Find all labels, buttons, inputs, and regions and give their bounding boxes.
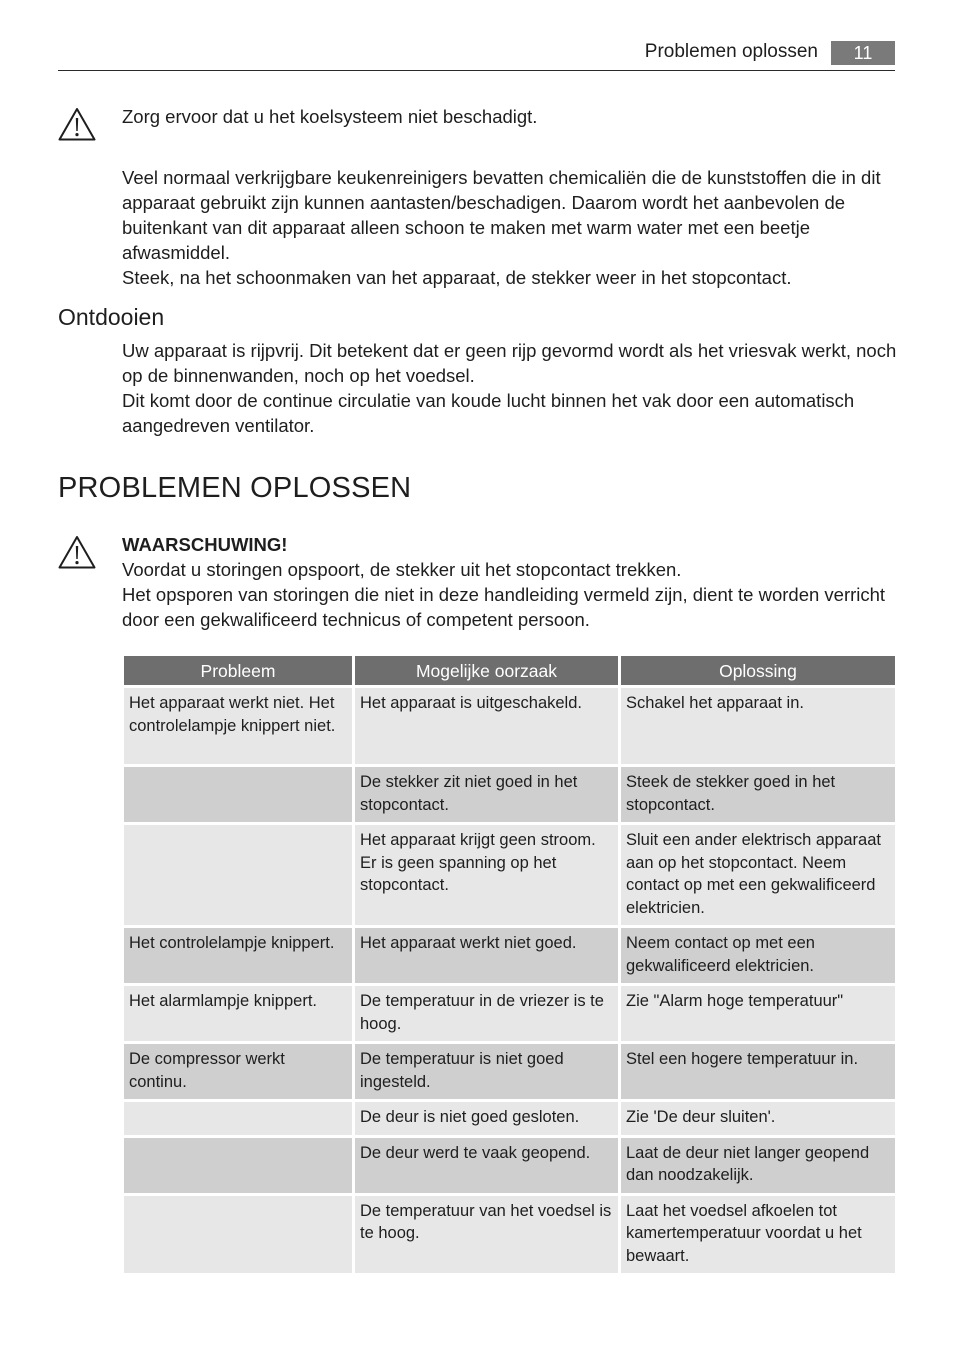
table-row	[124, 688, 895, 764]
page-number: 11	[831, 41, 895, 65]
table-row	[124, 928, 895, 983]
table-row	[124, 1138, 895, 1193]
problem-cell: Het controlelampje knippert.	[124, 928, 352, 983]
table-row	[124, 1196, 895, 1274]
cleaning-section	[122, 165, 897, 290]
table-row	[124, 1102, 895, 1135]
defrost-paragraph-fan: Dit komt door de continue circulatie van koude lucht binnen het vak door een automatisch aangedreven ventilator.	[122, 390, 855, 436]
problem-cell: Het apparaat werkt niet. Het controlelampje knippert niet.	[124, 688, 352, 764]
problem-cell	[124, 767, 352, 822]
table-header-row	[124, 656, 895, 685]
solution-cell: Schakel het apparaat in.	[621, 688, 895, 764]
solution-cell: Neem contact op met een gekwalificeerd elektricien.	[621, 928, 895, 983]
running-header-title: Problemen oplossen	[644, 41, 818, 62]
page-title: PROBLEMEN OPLOSSEN	[58, 472, 412, 504]
problem-cell	[124, 1102, 352, 1135]
warning-text	[122, 104, 897, 129]
problem-cell	[124, 825, 352, 925]
column-header-cause: Mogelijke oorzaak	[355, 656, 618, 685]
solution-cell: Laat de deur niet langer geopend dan noodzakelijk.	[621, 1138, 895, 1193]
cause-cell: Het apparaat krijgt geen stroom. Er is geen spanning op het stopcontact.	[355, 825, 618, 925]
cause-cell: De stekker zit niet goed in het stopcontact.	[355, 767, 618, 822]
cleaning-paragraph: Veel normaal verkrijgbare keukenreinigers bevatten chemicaliën die de kunststoffen die in dit apparaat gebruikt zijn kunnen aantasten/beschadigen. Daarom wordt het aanbevolen de buitenkant van dit apparaat alleen schoon te maken met warm water met een beetje afwasmiddel.	[122, 167, 881, 263]
warning-block	[122, 532, 897, 632]
cause-cell: De temperatuur is niet goed ingesteld.	[355, 1044, 618, 1099]
warning-technician-text: Het opsporen van storingen die niet in deze handleiding vermeld zijn, dient te worden verricht door een gekwalificeerd technicus of competent persoon.	[122, 584, 886, 630]
table-row	[124, 1044, 895, 1099]
cause-cell: De deur is niet goed gesloten.	[355, 1102, 618, 1135]
column-header-problem: Probleem	[124, 656, 352, 685]
cause-cell: Het apparaat is uitgeschakeld.	[355, 688, 618, 764]
cause-cell: Het apparaat werkt niet goed.	[355, 928, 618, 983]
table-row	[124, 825, 895, 925]
solution-cell: Stel een hogere temperatuur in.	[621, 1044, 895, 1099]
solution-cell: Laat het voedsel afkoelen tot kamertemperatuur voordat u het bewaart.	[621, 1196, 895, 1274]
solution-cell: Steek de stekker goed in het stopcontact.	[621, 767, 895, 822]
problem-cell	[124, 1138, 352, 1193]
warning-line: Zorg ervoor dat u het koelsysteem niet beschadigt.	[122, 106, 538, 127]
defrost-paragraph: Uw apparaat is rijpvrij. Dit betekent dat er geen rijp gevormd wordt als het vriesvak werkt, noch op de binnenwanden, noch op het voedsel.	[122, 340, 897, 386]
warning-title: WAARSCHUWING!	[122, 534, 288, 555]
cause-cell: De temperatuur in de vriezer is te hoog.	[355, 986, 618, 1041]
problem-cell	[124, 1196, 352, 1274]
problem-cell: Het alarmlampje knippert.	[124, 986, 352, 1041]
troubleshooting-table	[121, 653, 898, 1276]
defrost-heading: Ontdooien	[58, 304, 165, 330]
defrost-section	[122, 338, 897, 438]
table-row	[124, 767, 895, 822]
table-row	[124, 986, 895, 1041]
warning-unplug-text: Voordat u storingen opspoort, de stekker uit het stopcontact trekken.	[122, 559, 682, 580]
cause-cell: De deur werd te vaak geopend.	[355, 1138, 618, 1193]
problem-cell: De compressor werkt continu.	[124, 1044, 352, 1099]
solution-cell: Sluit een ander elektrisch apparaat aan op het stopcontact. Neem contact op met een gekwalificeerd elektricien.	[621, 825, 895, 925]
warning-icon	[58, 535, 96, 569]
cause-cell: De temperatuur van het voedsel is te hoog.	[355, 1196, 618, 1274]
solution-cell: Zie 'De deur sluiten'.	[621, 1102, 895, 1135]
solution-cell: Zie "Alarm hoge temperatuur"	[621, 986, 895, 1041]
warning-icon	[58, 107, 96, 141]
header-divider	[58, 70, 895, 71]
cleaning-paragraph-reconnect: Steek, na het schoonmaken van het apparaat, de stekker weer in het stopcontact.	[122, 267, 792, 288]
column-header-solution: Oplossing	[621, 656, 895, 685]
